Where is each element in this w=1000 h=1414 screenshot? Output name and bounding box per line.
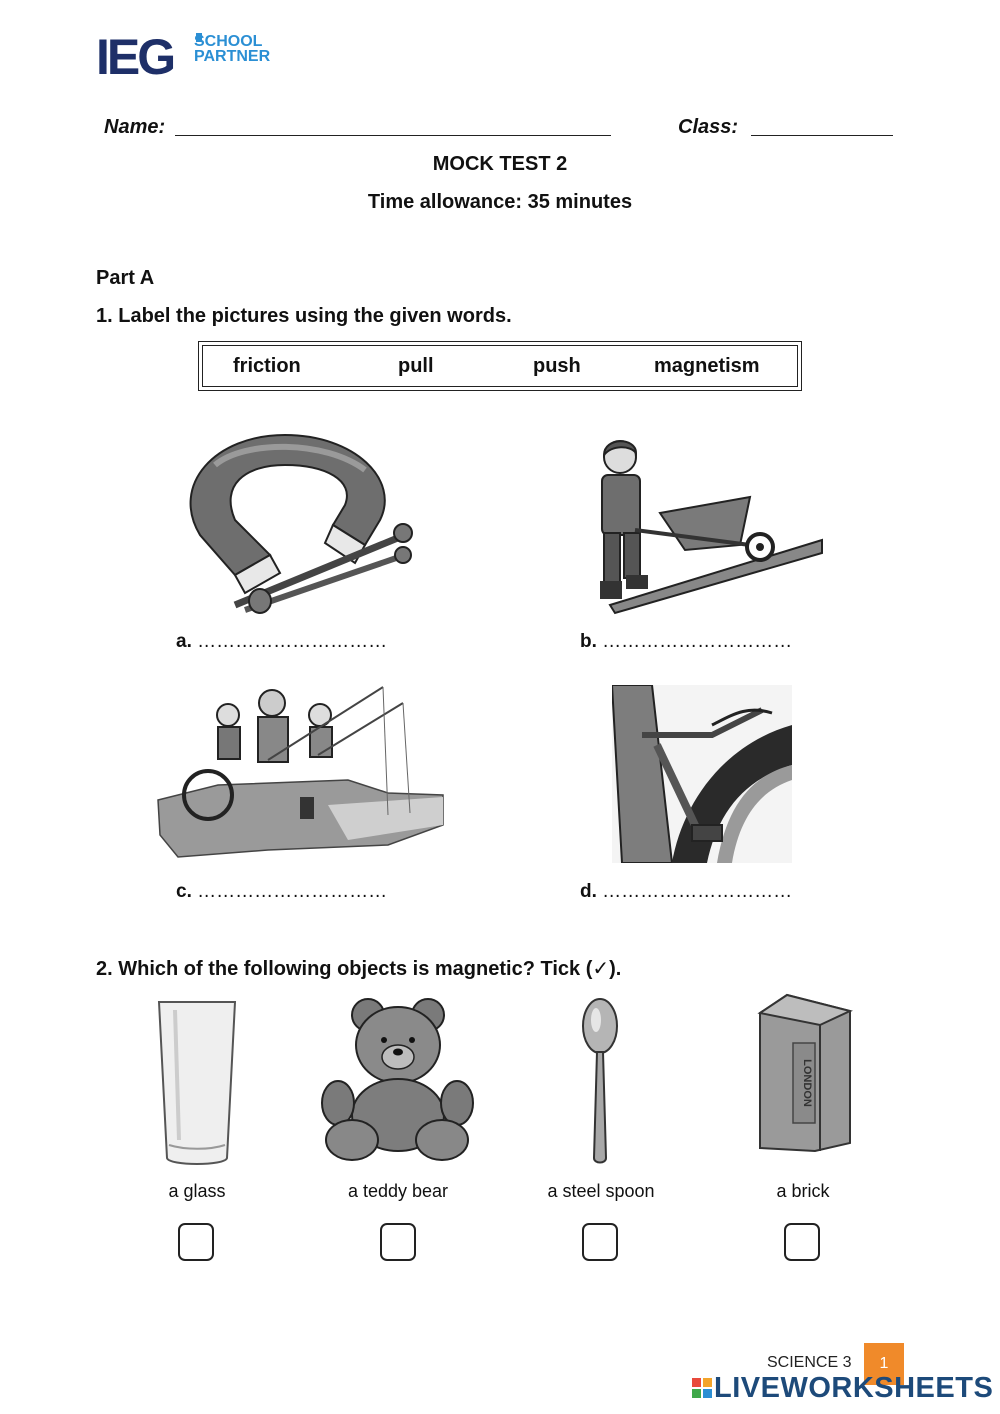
- logo-subtitle: [194, 34, 270, 64]
- object-name: a teddy bear: [347, 1181, 449, 1201]
- word-bank-item: pull: [398, 355, 434, 377]
- label-dots: …………………………: [197, 631, 388, 652]
- label-line-c[interactable]: [176, 881, 387, 903]
- object-name: a steel spoon: [547, 1181, 655, 1201]
- label-letter: d.: [580, 881, 597, 902]
- logo-subtitle-line2: PARTNER: [194, 48, 271, 65]
- logo-subtitle-line1: SCHOOL: [194, 33, 263, 50]
- liveworksheets-brand[interactable]: LIVEWORKSHEETS: [714, 1372, 994, 1404]
- tick-box-steel-spoon[interactable]: [582, 1223, 618, 1261]
- word-bank-item: magnetism: [654, 355, 760, 377]
- subject-label: SCIENCE 3: [767, 1354, 852, 1371]
- question-2-prompt: 2. Which of the following objects is magnetic? Tick (✓).: [96, 958, 622, 980]
- label-dots: …………………………: [602, 881, 793, 902]
- label-letter: a.: [176, 631, 192, 652]
- question-1-prompt: 1. Label the pictures using the given words.: [96, 305, 512, 327]
- label-letter: b.: [580, 631, 597, 652]
- tick-box-teddy-bear[interactable]: [380, 1223, 416, 1261]
- part-a-heading: Part A: [96, 267, 155, 289]
- label-line-d[interactable]: [580, 881, 792, 903]
- brick-imprint: LONDON: [801, 1059, 813, 1107]
- word-bank: [198, 341, 802, 391]
- object-name: a glass: [168, 1181, 226, 1201]
- label-letter: c.: [176, 881, 192, 902]
- name-field[interactable]: [175, 135, 611, 136]
- bicycle-brake-picture: [612, 685, 792, 863]
- teddy-bear-icon: [320, 995, 475, 1163]
- object-name: a brick: [776, 1181, 830, 1201]
- fishing-picture: [148, 685, 448, 865]
- label-dots: …………………………: [602, 631, 793, 652]
- label-dots: …………………………: [197, 881, 388, 902]
- spoon-icon: [580, 998, 622, 1166]
- wheelbarrow-picture: [590, 435, 825, 615]
- label-line-a[interactable]: [176, 631, 387, 653]
- horseshoe-magnet-picture: [175, 425, 420, 620]
- brick-icon: [755, 993, 855, 1153]
- label-line-b[interactable]: [580, 631, 792, 653]
- page-number: 1: [864, 1343, 904, 1385]
- class-field[interactable]: [751, 135, 893, 136]
- page-title: MOCK TEST 2: [432, 153, 568, 175]
- glass-icon: [155, 1000, 240, 1168]
- time-allowance: Time allowance: 35 minutes: [367, 191, 633, 213]
- liveworksheets-logo-icon: [692, 1378, 712, 1398]
- name-label: Name:: [104, 116, 166, 138]
- tick-box-brick[interactable]: [784, 1223, 820, 1261]
- tick-box-glass[interactable]: [178, 1223, 214, 1261]
- word-bank-item: push: [533, 355, 581, 377]
- ieg-logo: IEG: [96, 29, 174, 85]
- word-bank-item: friction: [233, 355, 301, 377]
- class-label: Class:: [678, 116, 739, 138]
